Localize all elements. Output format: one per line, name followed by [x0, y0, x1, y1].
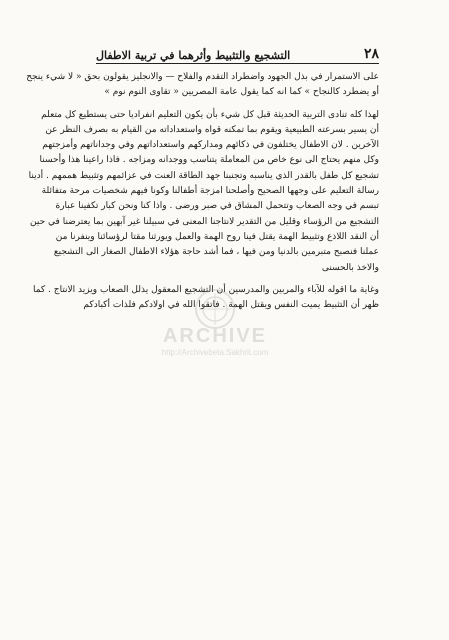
- watermark-url: http://Archivebeta.Sakhrit.com: [161, 348, 269, 357]
- text-line: لهذا كله تنادى التربية الحديثة قبل كل شيء بأن يكون التعليم انفراديا حتى يستطيع كل متعلم: [41, 109, 379, 120]
- text-line: أن يسير بسرعته الطبيعية ويقوم بما تمكنه قواه واستعداداته من القيام به بصرف النظر عن: [45, 124, 379, 135]
- text-line: أن النقد اللاذع وتثبيط الهمة يقتل فينا روح الهمة والعمل ويورثنا مقتا لرؤسائنا وينفرنا من: [55, 231, 379, 242]
- header-rule: [96, 63, 379, 64]
- paragraph-3: [32, 283, 379, 314]
- text-line: رسالة التعليم على وجهها الصحيح وأصلحنا امزجة أطفالنا وكونا فيهم شخصيات مرحة متفائلة: [41, 186, 379, 197]
- text-line: على الاستمرار في بذل الجهود واضطراد التقدم والفلاح — والانجليز يقولون بحق « لا شيء ينجح: [26, 72, 379, 82]
- watermark-word: ARCHIVE: [162, 325, 267, 347]
- text-line: وغاية ما اقوله للآباء والمربين والمدرسين أن التشجيع المعقول يذلل الصعاب ويزيد الانتاج . كما: [32, 284, 379, 295]
- text-line: أو يضطرد كالنجاح » كما انه كما يقول عامة المصريين « تقاوى النوم نوم »: [104, 87, 379, 98]
- body-text: [26, 70, 379, 313]
- paragraph-1: [26, 70, 379, 101]
- text-line: تبسم في وجه الصعاب وتتحمل المشاق في صبر ورضى . واذا كنا ونحن كبار تكفينا عبارة: [55, 201, 379, 212]
- text-line: تشجيع كل طفل بالقدر الذي يناسبه وتجنبنا جهد الطاقة العنت في عزائمهم وتثبيط هممهم . أدينا: [28, 170, 379, 181]
- text-line: والاخذ بالحسنى: [321, 262, 379, 273]
- page-number: ٢٨: [363, 46, 379, 62]
- page-header: [96, 44, 379, 62]
- text-line: ظهر أن التثبيط يميت النفس ويقتل الهمة . فاتقوا الله في اولادكم فلذات أكبادكم: [83, 300, 379, 311]
- text-line: عملنا فنصبح متبرمين بالدنيا ومن فيها ، فما أشد حاجة هؤلاء الاطفال الصغار الى التشجيع: [53, 247, 379, 258]
- text-line: الآخرين . لان الاطفال يختلفون في ذكائهم ومداركهم واستعداداتهم وفي وجداناتهم وأمزجتهم: [42, 140, 379, 151]
- text-line: التشجيع من الرؤساء وقليل من التقدير لانتاجنا المعنى في سبيلنا غير آبهين بما يعترضنا في حين: [30, 216, 379, 227]
- paragraph-2: [28, 108, 379, 276]
- running-title: التشجيع والتثبيط وأثرهما في تربية الاطفال: [96, 49, 291, 62]
- text-line: وكل منهم يحتاج الى نوع خاص من المعاملة يتناسب ووجدانه ومزاجه . فاذا راعينا هذا وأحسنا: [39, 155, 379, 166]
